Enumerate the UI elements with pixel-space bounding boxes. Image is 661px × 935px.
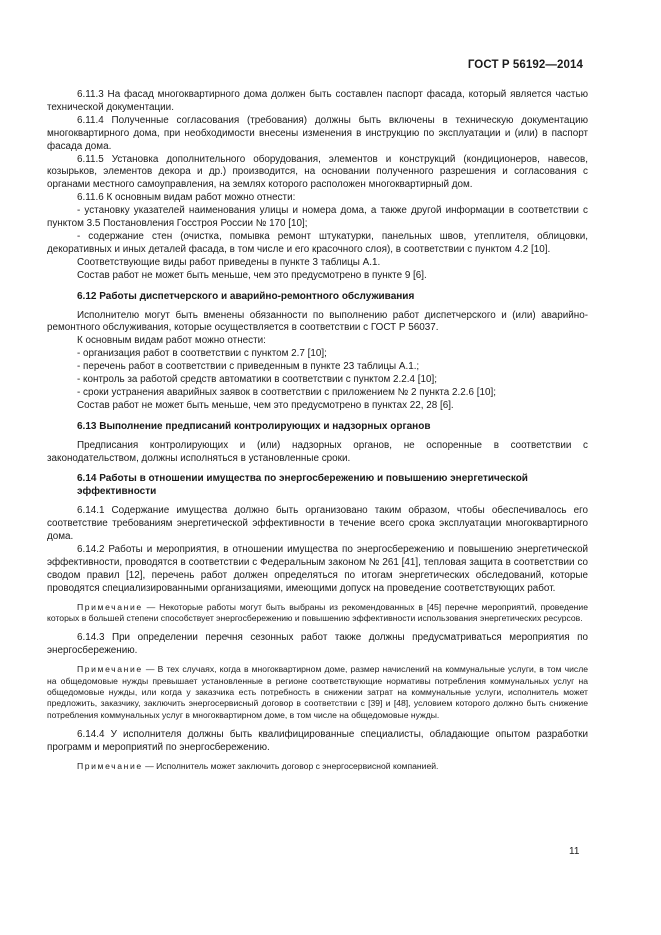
note-3 [47,761,588,772]
paragraph-6-12-intro: Исполнителю могут быть вменены обязанности по выполнению работ диспетчерского и (или) аварийно-ремонтного обслуживания, которые осуществляется в соответствии с ГОСТ Р 56037. [47,309,588,334]
list-item: - контроль за работой средств автоматики в соответствии с пунктом 2.2.4 [10]; [77,374,437,386]
list-item: - организация работ в соответствии с пунктом 2.7 [10]; [77,348,327,360]
page-body [47,89,588,781]
note-label: Примечание [77,664,143,675]
note-text: — Исполнитель может заключить договор с энергосервисной компанией. [142,761,439,772]
paragraph-6-14-2: 6.14.2 Работы и мероприятия, в отношении имущества по энергосбережению и повышению энергетической эффективности, проводятся в соответствии с Федеральным законом № 261 [41], тепловая защита в соответствии со сводом правил [12], перечень работ должен определяться по итогам энергетических обследований, которые проводятся специализированными организациями, имеющими допуск на проведение соответствующих работ. [47,544,588,594]
paragraph-6-14-1: 6.14.1 Содержание имущества должно быть организовано таким образом, чтобы обеспечивалось его соответствие требованиям энергетической эффективности в течение всего срока эксплуатации многоквартирного дома. [47,505,588,543]
note-text: — Некоторые работы могут быть выбраны из рекомендованных в [45] перечне мероприятий, проведение которых в большей степени способствует энергосбережению и повышению эффективности использования энергетических ресурсов. [47,601,588,624]
paragraph-6-14-3: 6.14.3 При определении перечня сезонных работ также должны предусматриваться мероприятия по энергосбережению. [47,632,588,657]
note-label: Примечание [77,761,143,772]
note-label: Примечание [77,601,143,612]
section-heading-6-12: 6.12 Работы диспетчерского и аварийно-ремонтного обслуживания [77,290,415,302]
note-1 [47,602,588,625]
paragraph-6-11-4: 6.11.4 Полученные согласования (требования) должны быть включены в техническую документацию многоквартирного дома, при необходимости внесены изменения в инструкцию по эксплуатации и (или) в паспорт фасада дома. [47,114,588,152]
document-code: ГОСТ Р 56192—2014 [467,59,583,71]
paragraph-6-11-6-table-ref: Соответствующие виды работ приведены в пункте 3 таблицы А.1. [77,256,381,268]
list-item: - установку указателей наименования улицы и номера дома, а также другой информации в соответствии с пунктом 3.5 Постановления Госстроя России № 170 [10]; [47,205,588,230]
list-item: - перечень работ в соответствии с приведенным в пункте 23 таблицы А.1.; [77,361,420,373]
list-item: - содержание стен (очистка, помывка ремонт штукатурки, панельных швов, утеплителя, облицовки, декоративных и иных деталей фасада, в том числе и его красочного слоя), в соответствии с пунктом 4.2 [10]. [47,230,588,255]
section-heading-6-14: 6.14 Работы в отношении имущества по энергосбережению и повышению энергетической эффективности [77,473,528,498]
page-number: 11 [569,846,580,857]
paragraph-6-12-scope: Состав работ не может быть меньше, чем это предусмотрено в пунктах 22, 28 [6]. [77,399,454,411]
paragraph-6-12-list-intro: К основным видам работ можно отнести: [77,335,266,347]
section-heading-6-13: 6.13 Выполнение предписаний контролирующих и надзорных органов [77,420,431,432]
paragraph-6-11-3: 6.11.3 На фасад многоквартирного дома должен быть составлен паспорт фасада, который является частью технической документации. [47,89,588,113]
paragraph-6-11-6-scope: Состав работ не может быть меньше, чем это предусмотрено в пункте 9 [6]. [77,269,427,281]
paragraph-6-11-5: 6.11.5 Установка дополнительного оборудования, элементов и конструкций (кондиционеров, навесов, козырьков, элементов декора и др.) производится, на основании полученного разрешения и согласования с органами местного самоуправления, на землях которого расположен многоквартирный дом. [47,153,588,191]
list-item: - сроки устранения аварийных заявок в соответствии с приложением № 2 пункта 2.2.6 [10]; [77,386,496,398]
paragraph-6-11-6: 6.11.6 К основным видам работ можно отнести: [77,192,296,204]
note-text: — В тех случаях, когда в многоквартирном доме, размер начислений на коммунальные услуги, в том числе на общедомовые нужды превышает установленные в регионе соответствующие нормативы потребления коммунальных услуг на общедомовые нужды, или когда у заказчика есть потребность в снижении затрат на коммунальные услуги, исполнитель может предложить, заказчику, заключить энергосервисный договор в соответствии с [39] и [48], условием которого должно быть снижение потребления коммунальных услуг в многоквартирном доме, в том числе на общедомовые нужды. [47,664,588,720]
paragraph-6-13: Предписания контролирующих и (или) надзорных органов, не оспоренные в соответствии с законодательством, должны исполняться в установленные сроки. [47,439,588,464]
paragraph-6-14-4: 6.14.4 У исполнителя должны быть квалифицированные специалисты, обладающие опытом разработки программ и мероприятий по энергосбережению. [47,729,588,754]
note-2 [47,664,588,721]
